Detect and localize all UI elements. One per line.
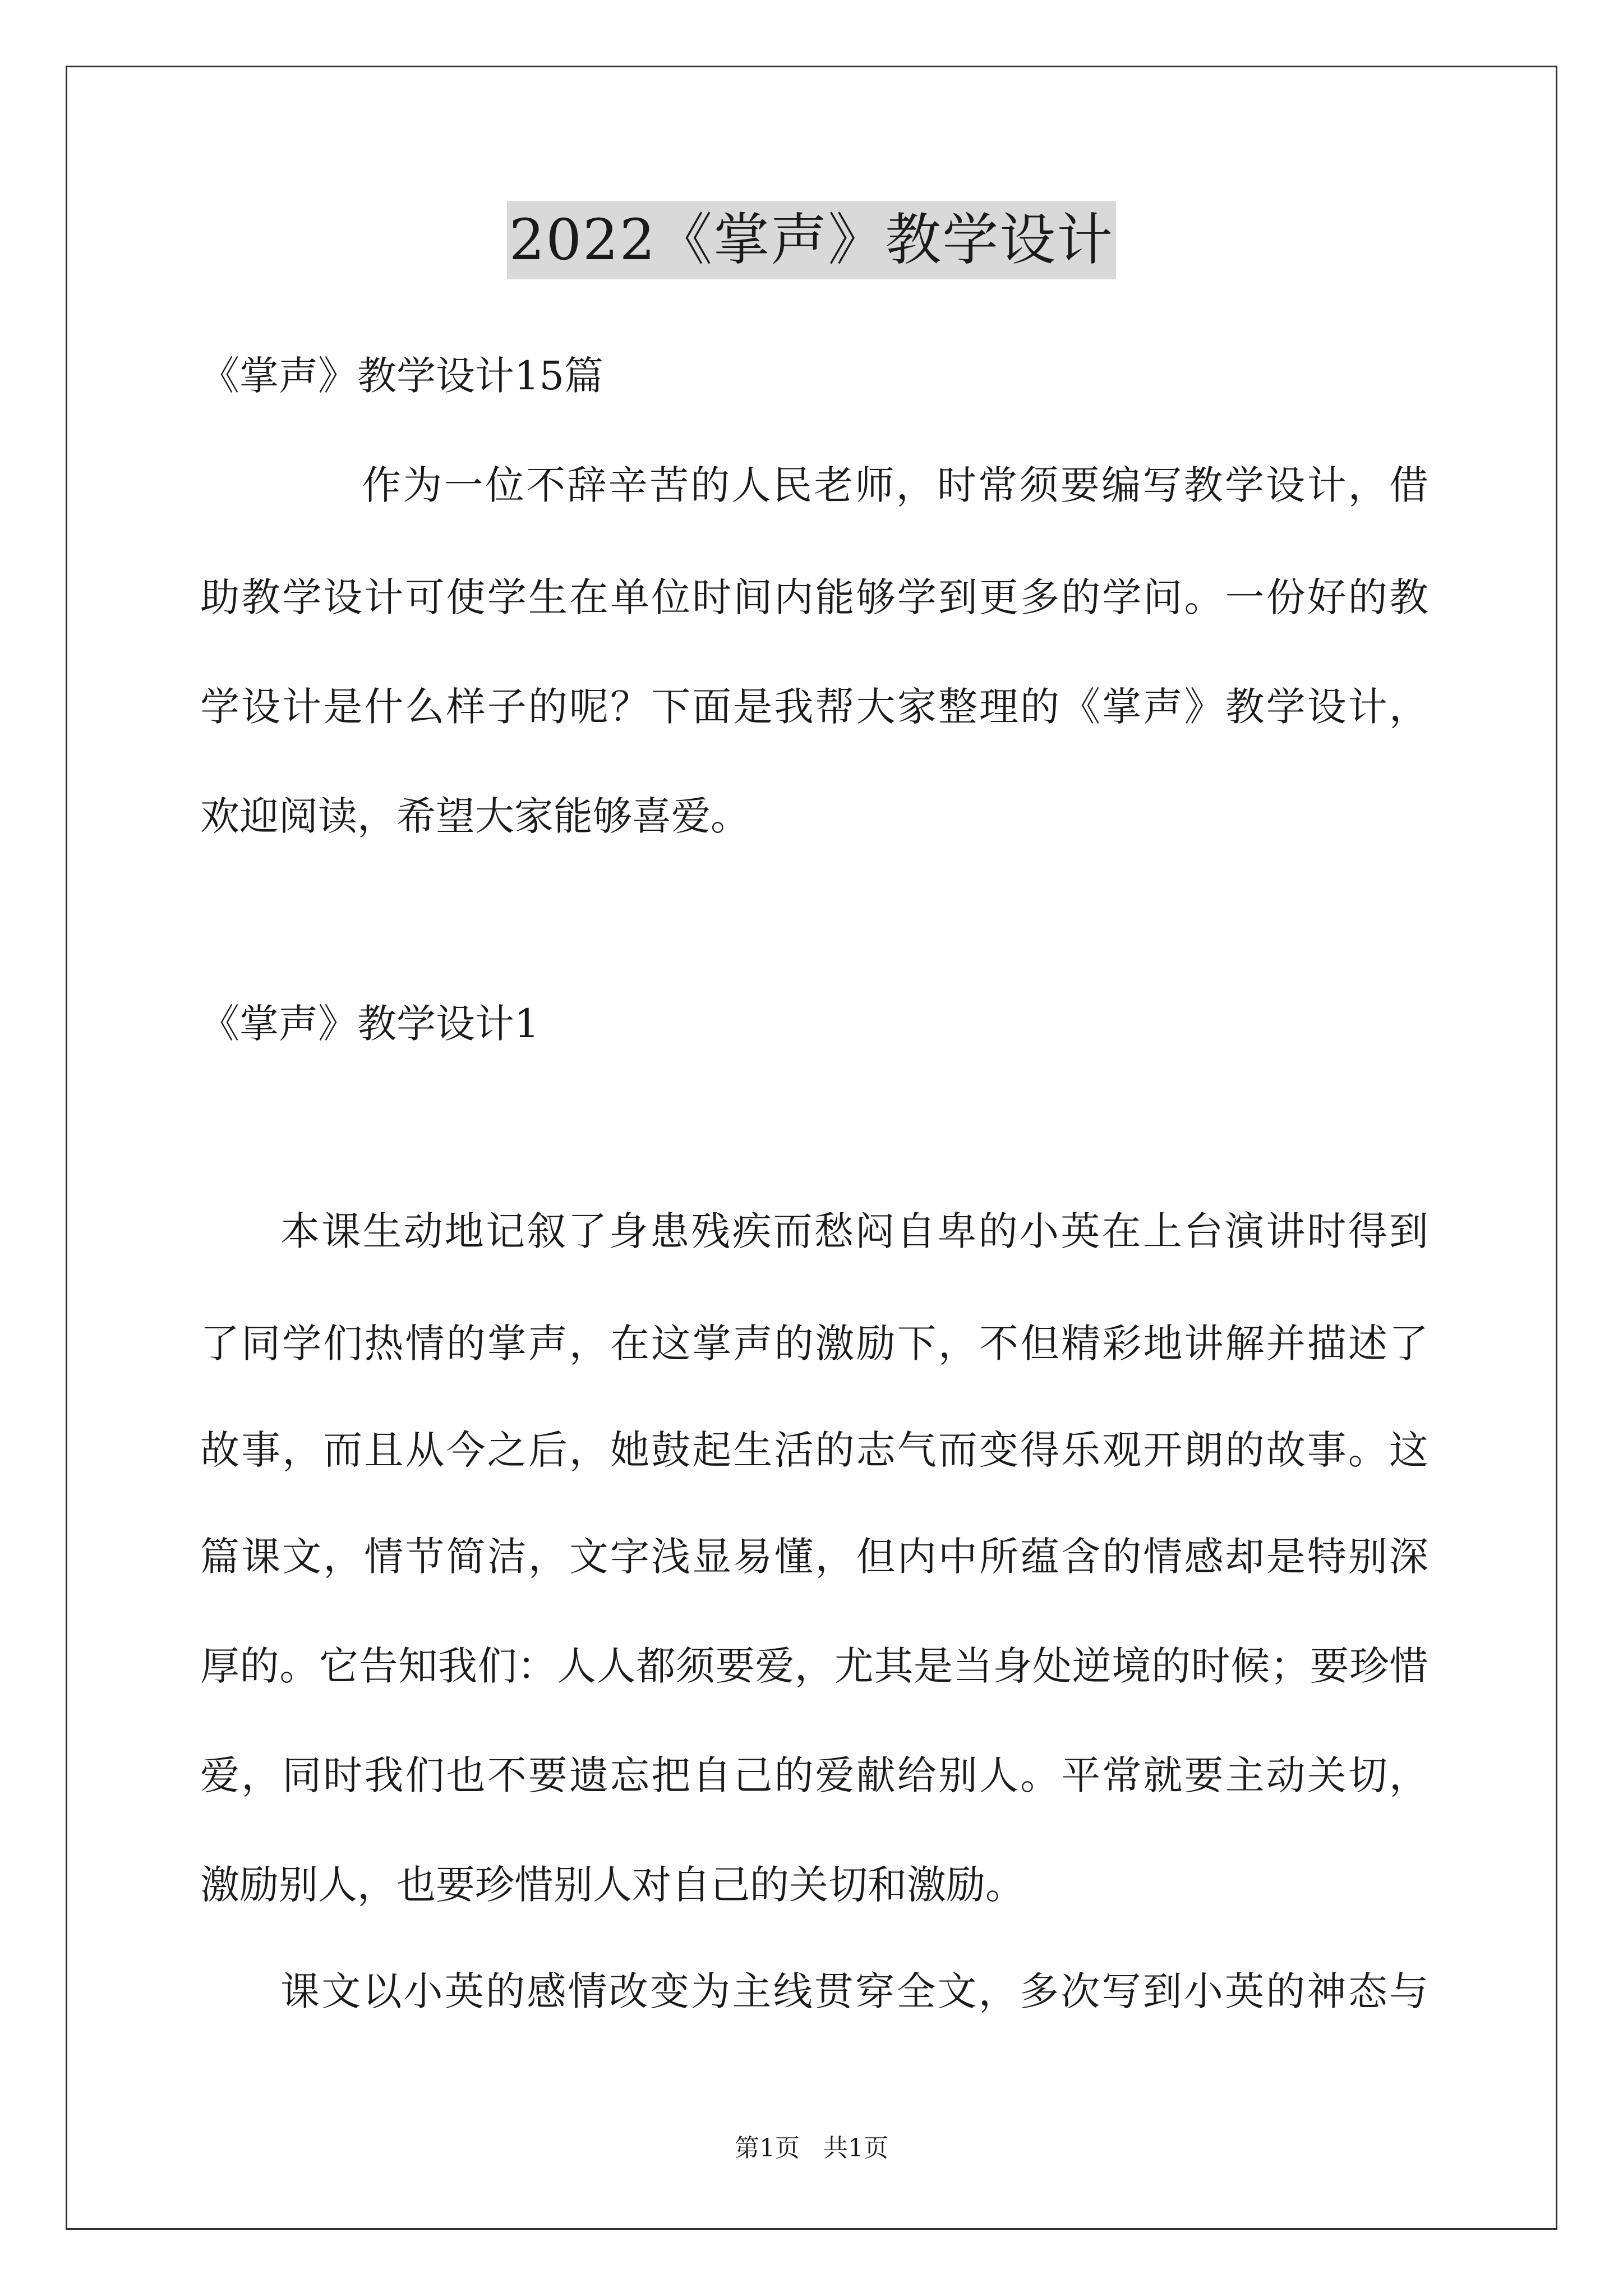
- paragraph1-line-3: 故事，而且从今之后，她鼓起生活的志气而变得乐观开朗的故事。这: [200, 1427, 1428, 1473]
- intro-line-4: 欢迎阅读，希望大家能够喜爱。: [200, 793, 750, 839]
- paragraph1-line-4: 篇课文，情节简洁，文字浅显易懂，但内中所蕴含的情感却是特别深: [200, 1534, 1428, 1580]
- section-heading: 《掌声》教学设计1: [200, 1001, 540, 1047]
- title-container: [0, 201, 1623, 279]
- intro-line-1: 作为一位不辞辛苦的人民老师，时常须要编写教学设计，借: [362, 462, 1428, 508]
- document-title: 2022《掌声》教学设计: [507, 201, 1117, 279]
- paragraph2-line-1: 课文以小英的感情改变为主线贯穿全文，多次写到小英的神态与: [280, 1968, 1428, 2014]
- paragraph1-line-2: 了同学们热情的掌声，在这掌声的激励下，不但精彩地讲解并描述了: [200, 1320, 1428, 1366]
- paragraph1-line-6: 爱，同时我们也不要遗忘把自己的爱献给别人。平常就要主动关切，: [200, 1752, 1428, 1798]
- paragraph1-line-7: 激励别人，也要珍惜别人对自己的关切和激励。: [200, 1862, 1025, 1908]
- paragraph1-line-1: 本课生动地记叙了身患残疾而愁闷自卑的小英在上台演讲时得到: [280, 1208, 1428, 1254]
- page-footer: 第1页 共1页: [735, 2134, 888, 2162]
- intro-line-2: 助教学设计可使学生在单位时间内能够学到更多的学问。一份好的教: [200, 574, 1428, 620]
- intro-line-3: 学设计是什么样子的呢？下面是我帮大家整理的《掌声》教学设计，: [200, 684, 1428, 730]
- paragraph1-line-5: 厚的。它告知我们：人人都须要爱，尤其是当身处逆境的时候；要珍惜: [200, 1643, 1428, 1689]
- document-subtitle: 《掌声》教学设计15篇: [200, 353, 604, 399]
